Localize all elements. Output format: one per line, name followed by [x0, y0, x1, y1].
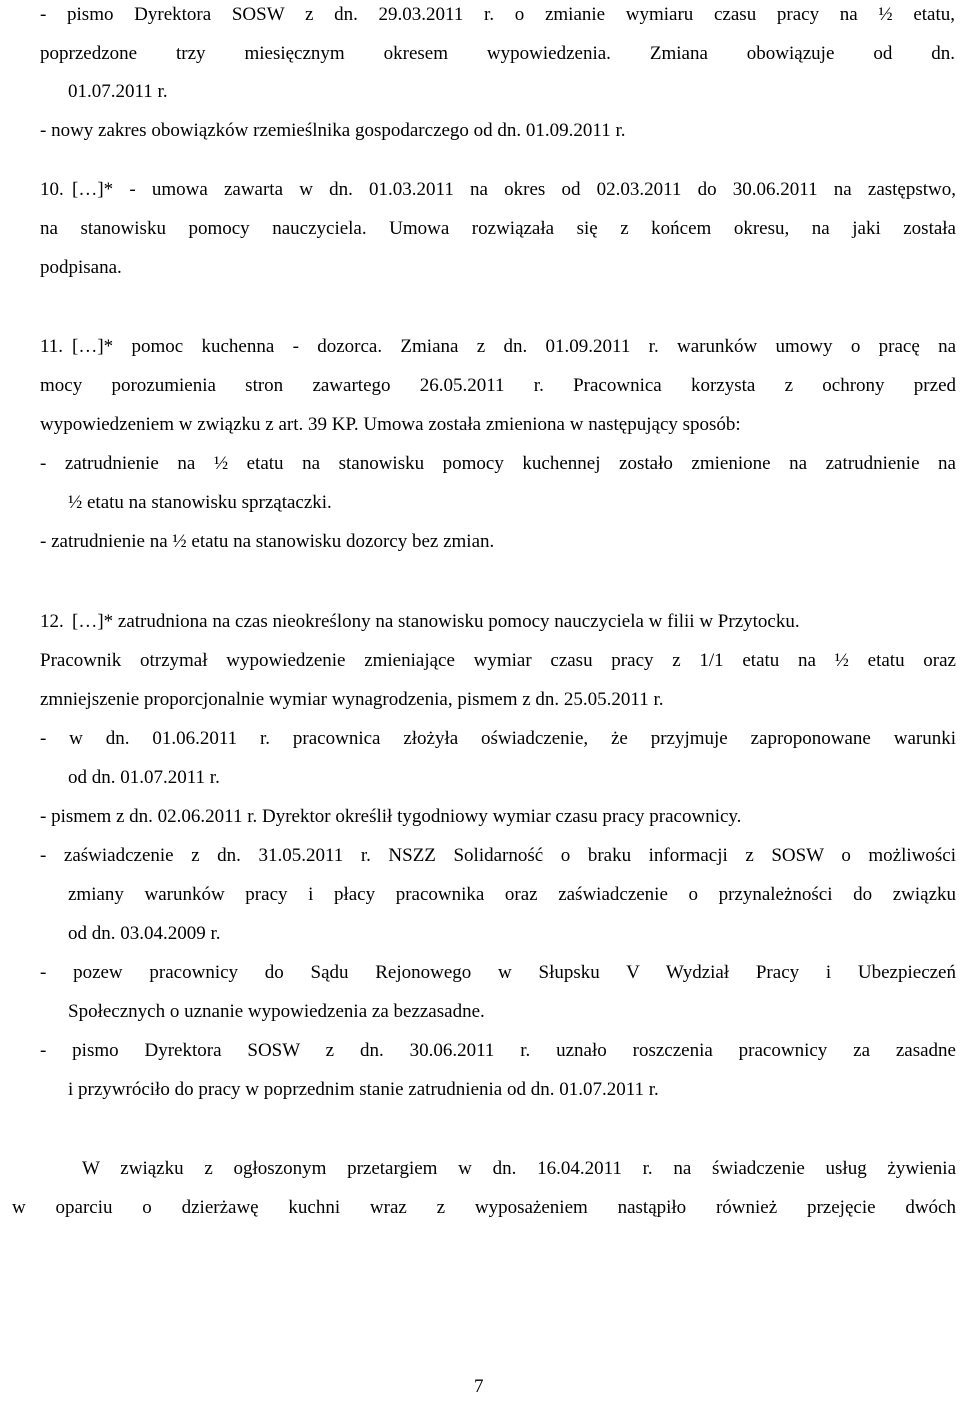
- text-line: wypowiedzeniem w związku z art. 39 KP. Umowa została zmieniona w następujący sposób:: [40, 414, 741, 435]
- text-line: - zatrudnienie na ½ etatu na stanowisku dozorcy bez zmian.: [40, 531, 495, 552]
- text-line: - w dn. 01.06.2011 r. pracownica złożyła oświadczenie, że przyjmuje zaproponowane warunki: [40, 728, 956, 749]
- text-line: ½ etatu na stanowisku sprzątaczki.: [68, 492, 332, 513]
- text-line: - pozew pracownicy do Sądu Rejonowego w Słupsku V Wydział Pracy i Ubezpieczeń: [40, 962, 956, 983]
- item-number: 11.: [40, 336, 64, 357]
- text-line: od dn. 01.07.2011 r.: [68, 767, 220, 788]
- text-line: zmiany warunków pracy i płacy pracownika oraz zaświadczenie o przynależności do związku: [68, 884, 956, 905]
- text-line: podpisana.: [40, 257, 122, 278]
- text-line: - nowy zakres obowiązków rzemieślnika gospodarczego od dn. 01.09.2011 r.: [40, 120, 626, 141]
- text-line: od dn. 03.04.2009 r.: [68, 923, 221, 944]
- text-line: […]* zatrudniona na czas nieokreślony na stanowisku pomocy nauczyciela w filii w Przytocku.: [72, 611, 800, 632]
- text-line: […]* pomoc kuchenna - dozorca. Zmiana z dn. 01.09.2011 r. warunków umowy o pracę na: [72, 336, 956, 357]
- text-line: poprzedzone trzy miesięcznym okresem wypowiedzenia. Zmiana obowiązuje od dn.: [40, 43, 955, 64]
- text-line: w oparciu o dzierżawę kuchni wraz z wyposażeniem nastąpiło również przejęcie dwóch: [12, 1197, 956, 1218]
- text-line: 01.07.2011 r.: [68, 81, 168, 102]
- text-line: Społecznych o uznanie wypowiedzenia za bezzasadne.: [68, 1001, 485, 1022]
- text-line: Pracownik otrzymał wypowiedzenie zmieniające wymiar czasu pracy z 1/1 etatu na ½ etatu oraz: [40, 650, 956, 671]
- text-line: W związku z ogłoszonym przetargiem w dn. 16.04.2011 r. na świadczenie usług żywienia: [82, 1158, 956, 1179]
- item-number: 10.: [40, 179, 64, 200]
- text-line: - pismem z dn. 02.06.2011 r. Dyrektor określił tygodniowy wymiar czasu pracy pracownicy.: [40, 806, 742, 827]
- text-line: zmniejszenie proporcjonalnie wymiar wynagrodzenia, pismem z dn. 25.05.2011 r.: [40, 689, 664, 710]
- text-line: - pismo Dyrektora SOSW z dn. 30.06.2011 r. uznało roszczenia pracownicy za zasadne: [40, 1040, 956, 1061]
- item-number: 12.: [40, 611, 64, 632]
- text-line: na stanowisku pomocy nauczyciela. Umowa rozwiązała się z końcem okresu, na jaki została: [40, 218, 956, 239]
- text-line: […]* - umowa zawarta w dn. 01.03.2011 na okres od 02.03.2011 do 30.06.2011 na zastępstwo,: [72, 179, 956, 200]
- text-line: i przywróciło do pracy w poprzednim stanie zatrudnienia od dn. 01.07.2011 r.: [68, 1079, 659, 1100]
- page-number: 7: [474, 1376, 484, 1397]
- text-line: - zaświadczenie z dn. 31.05.2011 r. NSZZ Solidarność o braku informacji z SOSW o możliwości: [40, 845, 956, 866]
- text-line: mocy porozumienia stron zawartego 26.05.2011 r. Pracownica korzysta z ochrony przed: [40, 375, 956, 396]
- text-line: - zatrudnienie na ½ etatu na stanowisku pomocy kuchennej zostało zmienione na zatrudnienie na: [40, 453, 956, 474]
- text-line: - pismo Dyrektora SOSW z dn. 29.03.2011 r. o zmianie wymiaru czasu pracy na ½ etatu,: [40, 4, 955, 25]
